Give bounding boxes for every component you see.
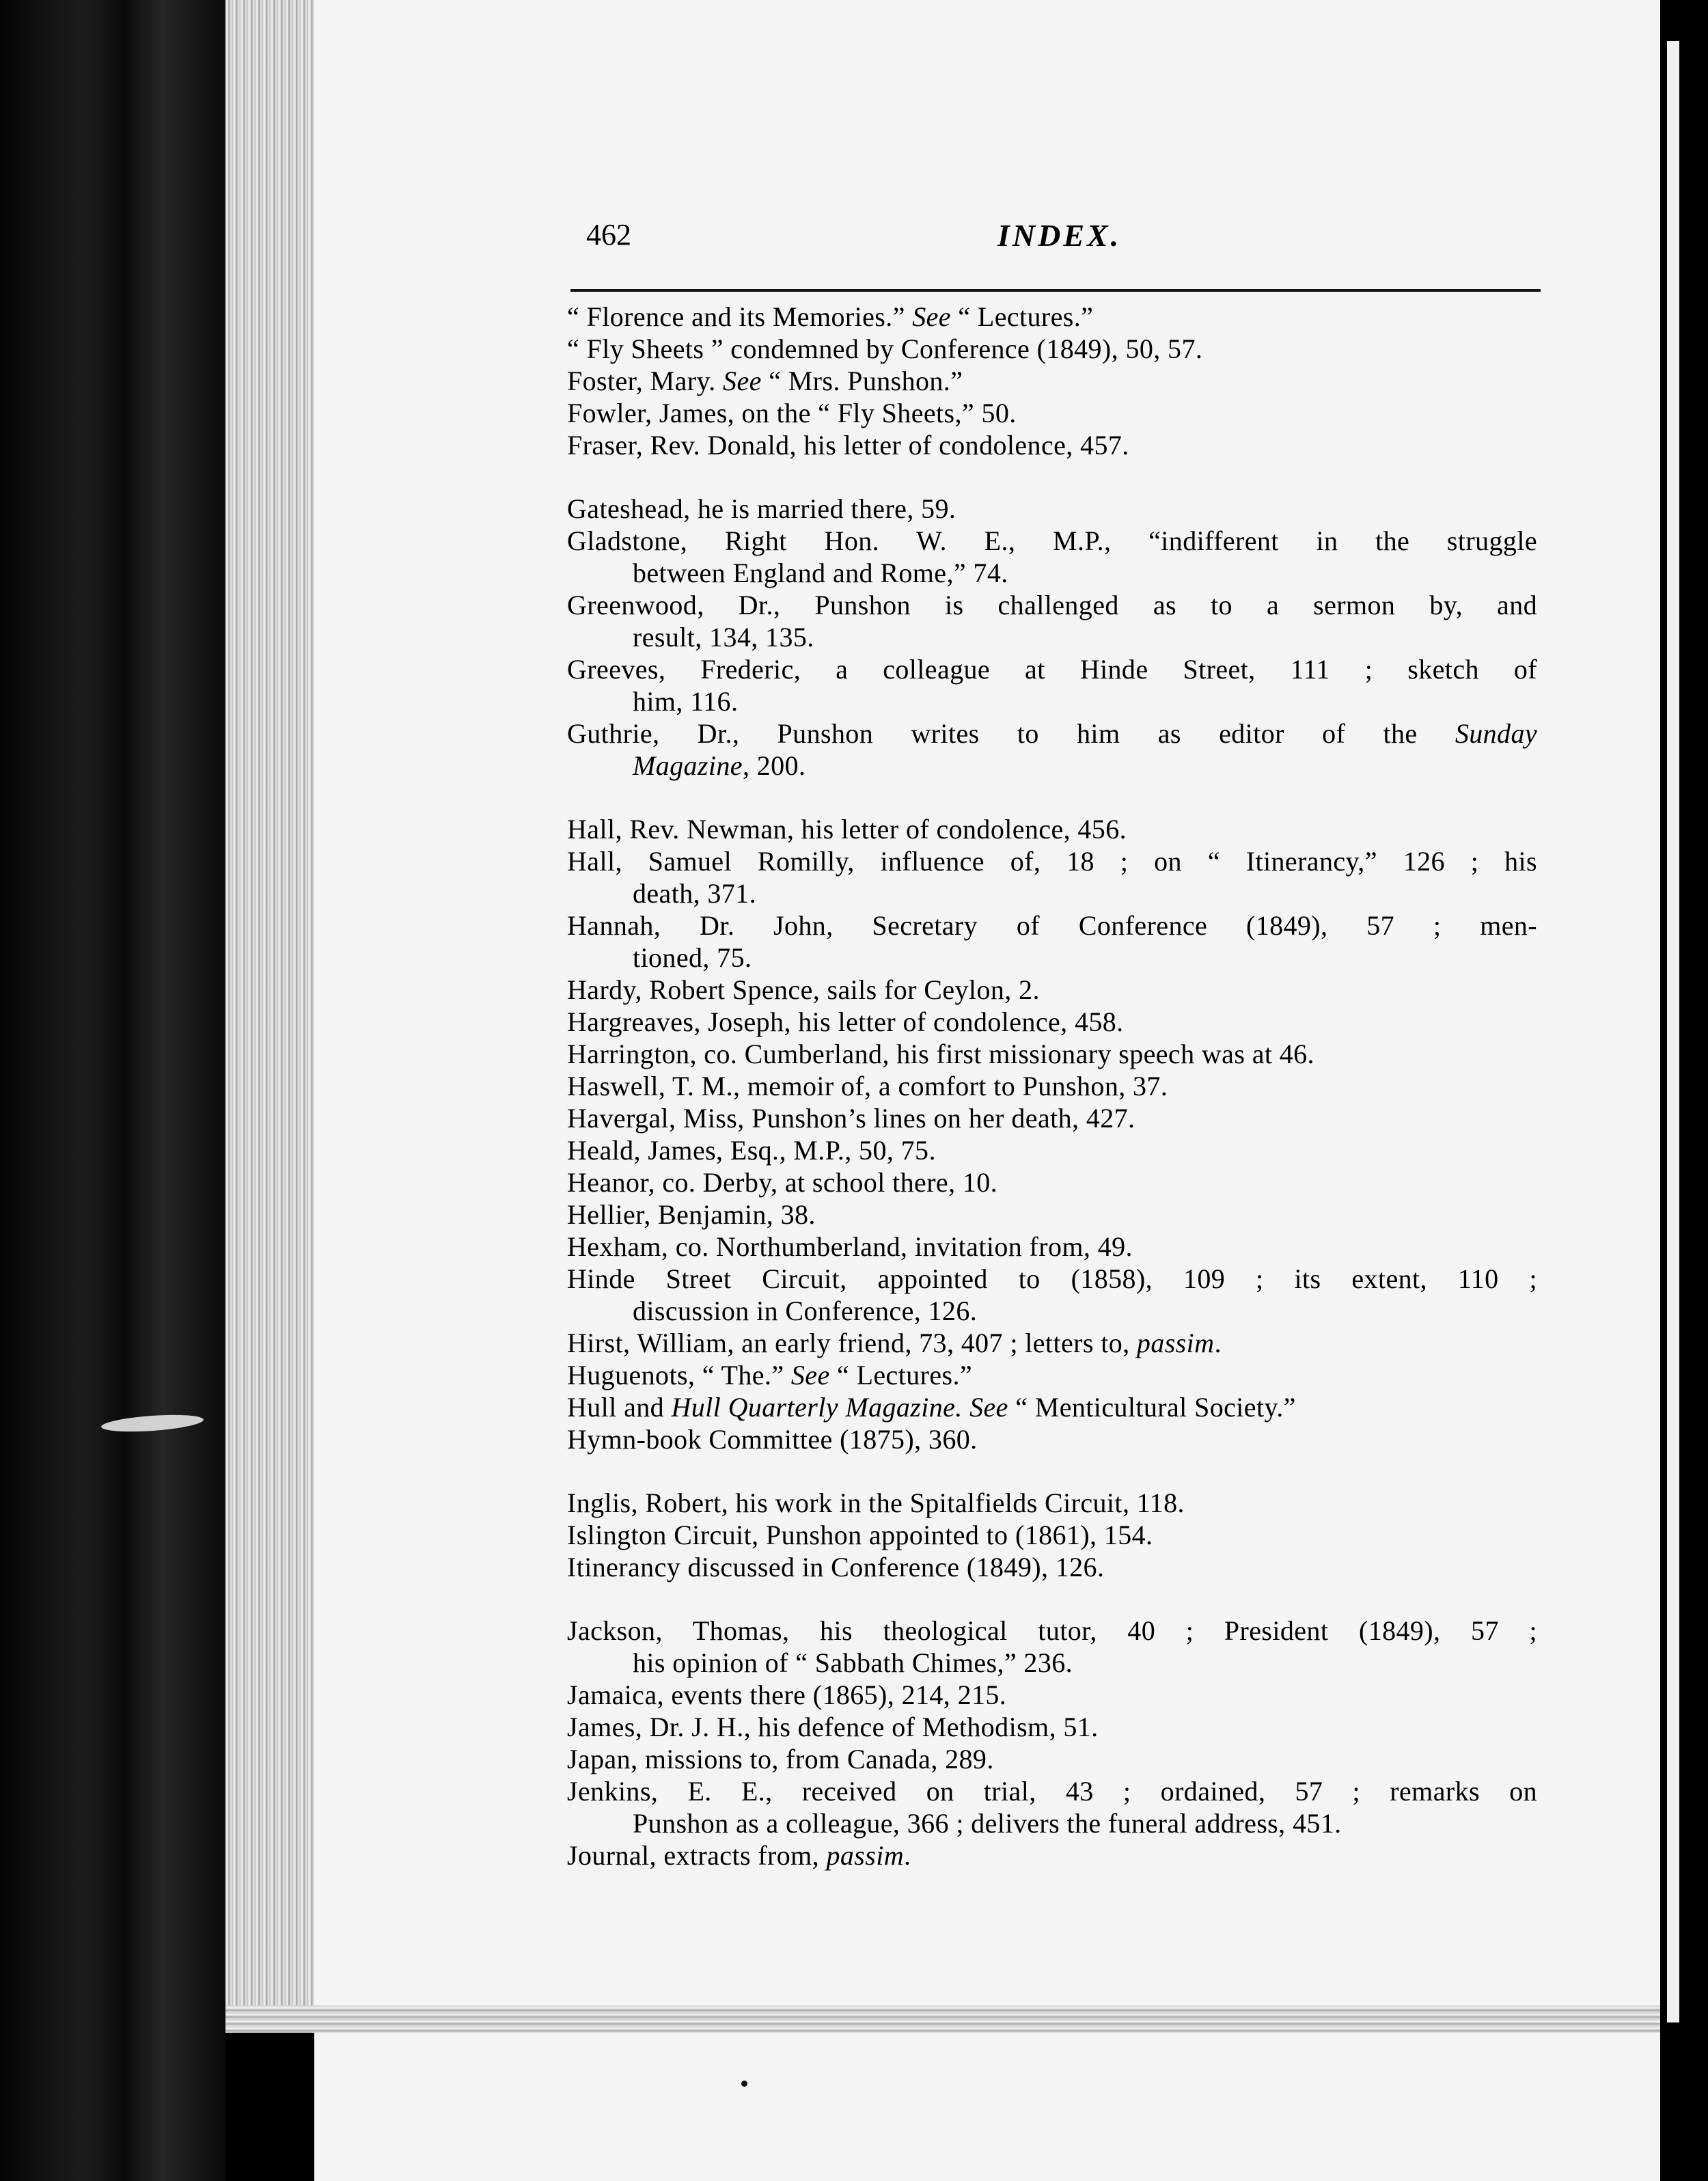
page-number: 462 [586, 218, 631, 251]
letter-group-gap [567, 782, 1537, 813]
facing-page-edge [1667, 41, 1679, 2022]
index-entry: Hellier, Benjamin, 38. [567, 1199, 816, 1230]
index-entry: Hexham, co. Northumberland, invitation from, 49. [567, 1231, 1133, 1262]
index-entry: James, Dr. J. H., his defence of Methodism, 51. [567, 1712, 1099, 1742]
index-entry: Gladstone, Right Hon. W. E., M.P., “indifferent in the struggle between England and Rome,” 74. [567, 525, 1537, 588]
letter-group-gap [567, 1455, 1537, 1487]
index-entry: Havergal, Miss, Punshon’s lines on her death, 427. [567, 1103, 1135, 1134]
letter-group-gap [567, 1583, 1537, 1615]
page-gutter-edge [225, 0, 321, 2009]
index-entry: Hardy, Robert Spence, sails for Ceylon, 2. [567, 974, 1040, 1005]
index-entry: Hannah, Dr. John, Secretary of Conference (1849), 57 ; men- tioned, 75. [567, 910, 1537, 973]
header-rule [570, 289, 1541, 292]
index-entry: Harrington, co. Cumberland, his first missionary speech was at 46. [567, 1039, 1314, 1069]
index-entry: Heald, James, Esq., M.P., 50, 75. [567, 1135, 936, 1166]
index-entry: Hirst, William, an early friend, 73, 407 ; letters to, passim. [567, 1328, 1222, 1358]
index-entry: Jackson, Thomas, his theological tutor, 40 ; President (1849), 57 ; his opinion of “ Sabbath Chimes,” 236. [567, 1615, 1537, 1678]
index-entry: Jenkins, E. E., received on trial, 43 ; ordained, 57 ; remarks on Punshon as a colleague, 366 ; delivers the funeral address, 451. [567, 1776, 1537, 1839]
index-entry: Guthrie, Dr., Punshon writes to him as editor of the Sunday Magazine, 200. [567, 718, 1538, 781]
index-entry: Fraser, Rev. Donald, his letter of condolence, 457. [567, 430, 1129, 461]
page-bottom-edge [225, 2005, 1667, 2033]
index-entry: Inglis, Robert, his work in the Spitalfields Circuit, 118. [567, 1487, 1185, 1518]
index-entry: Itinerancy discussed in Conference (1849), 126. [567, 1552, 1105, 1582]
index-entry: Hall, Rev. Newman, his letter of condolence, 456. [567, 814, 1127, 845]
ink-speck [741, 2081, 747, 2087]
index-entry: Hull and Hull Quarterly Magazine. See “ Menticultural Society.” [567, 1392, 1296, 1423]
index-entry: “ Florence and its Memories.” See “ Lectures.” [567, 301, 1094, 332]
index-entry: Gateshead, he is married there, 59. [567, 493, 956, 524]
index-entry: Jamaica, events there (1865), 214, 215. [567, 1679, 1007, 1710]
index-entry: Hargreaves, Joseph, his letter of condolence, 458. [567, 1006, 1124, 1037]
index-entry: Greeves, Frederic, a colleague at Hinde Street, 111 ; sketch of him, 116. [567, 654, 1537, 717]
letter-group-gap [567, 461, 1537, 493]
index-entry: Fowler, James, on the “ Fly Sheets,” 50. [567, 398, 1017, 428]
index-entry: Greenwood, Dr., Punshon is challenged as to a sermon by, and result, 134, 135. [567, 590, 1537, 653]
running-head: INDEX. [997, 218, 1122, 253]
index-entry: “ Fly Sheets ” condemned by Conference (1849), 50, 57. [567, 333, 1203, 364]
index-entry: Huguenots, “ The.” See “ Lectures.” [567, 1360, 973, 1390]
index-entry: Hall, Samuel Romilly, influence of, 18 ; on “ Itinerancy,” 126 ; his death, 371. [567, 846, 1537, 909]
index-entry: Journal, extracts from, passim. [567, 1840, 911, 1871]
index-entry: Hinde Street Circuit, appointed to (1858), 109 ; its extent, 110 ; discussion in Conference, 126. [567, 1263, 1537, 1326]
index-entry: Hymn-book Committee (1875), 360. [567, 1424, 978, 1455]
index-body [567, 301, 1537, 1871]
index-entry: Foster, Mary. See “ Mrs. Punshon.” [567, 366, 963, 396]
index-entry: Haswell, T. M., memoir of, a comfort to Punshon, 37. [567, 1071, 1168, 1101]
book-spine-shadow [0, 0, 225, 2181]
index-entry: Islington Circuit, Punshon appointed to (1861), 154. [567, 1520, 1153, 1550]
index-entry: Heanor, co. Derby, at school there, 10. [567, 1167, 998, 1198]
index-entry: Japan, missions to, from Canada, 289. [567, 1744, 994, 1774]
